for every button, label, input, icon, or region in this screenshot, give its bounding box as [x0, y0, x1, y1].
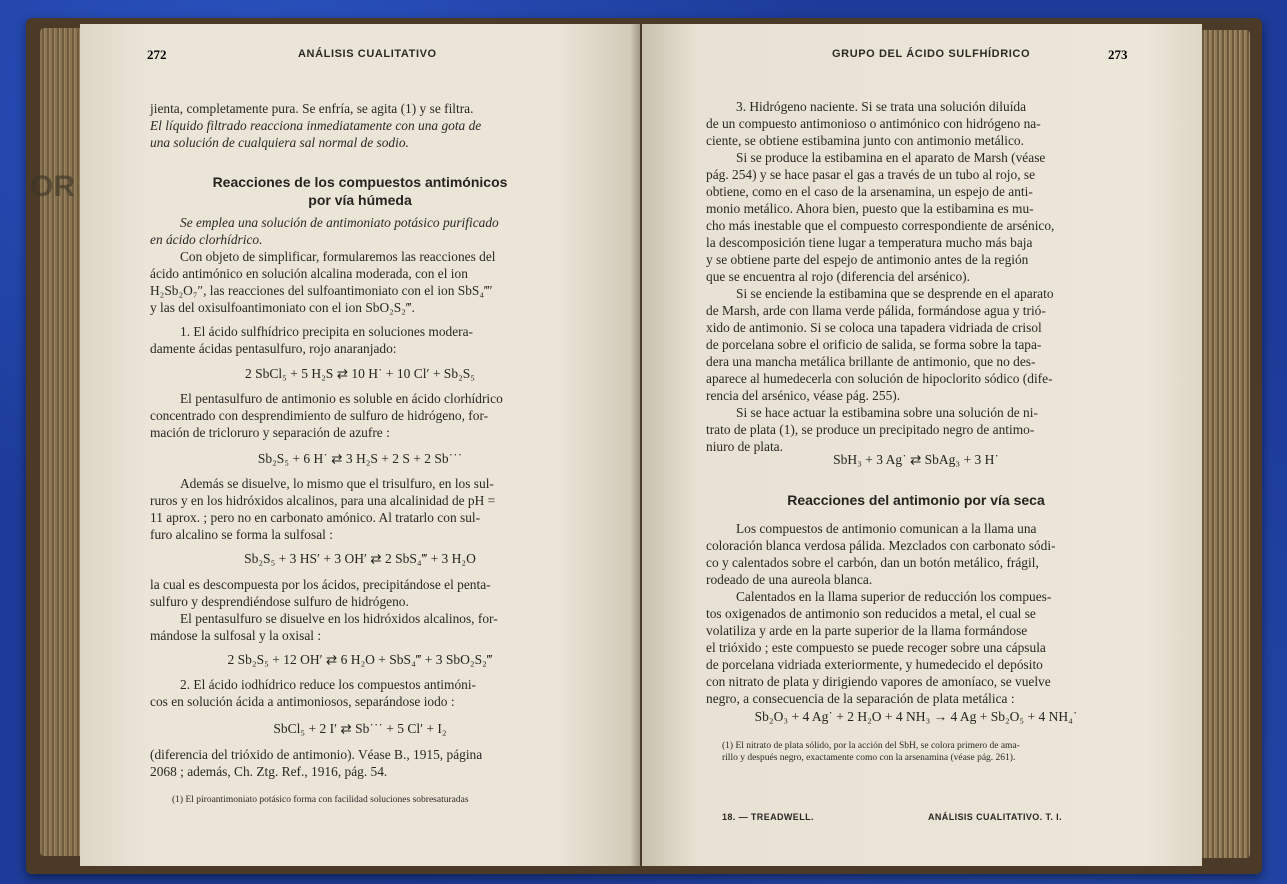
text-line: damente ácidas pentasulfuro, rojo anaranjado:	[150, 341, 397, 356]
left-paragraph-4	[150, 576, 498, 644]
text-line: en ácido clorhídrico.	[150, 232, 263, 247]
text-line: H₂Sb₂O₇″, las reacciones del sulfoantimoniato con el ion SbS₄‴′	[150, 283, 493, 298]
text-line: cos en solución ácida a antimoniosos, separándose iodo :	[150, 694, 455, 709]
heading-line: Reacciones de los compuestos antimónicos	[212, 174, 508, 190]
text-line: y se obtiene parte del espejo de antimonio antes de la región	[706, 252, 1029, 267]
right-running-head: GRUPO DEL ÁCIDO SULFHÍDRICO	[832, 48, 1031, 60]
text-line: niuro de plata.	[706, 439, 783, 454]
left-page-edges	[40, 28, 84, 856]
text-line: 2. El ácido iodhídrico reduce los compuestos antimóni-	[180, 677, 477, 692]
text-line: 3. Hidrógeno naciente. Si se trata una solución diluída	[736, 99, 1027, 114]
equation-5: SbCl₅ + 2 I′ ⇄ Sb˙˙˙ + 5 Cl′ + I₂	[273, 721, 447, 736]
equation-3: Sb₂S₅ + 3 HS′ + 3 OH′ ⇄ 2 SbS₄‴ + 3 H₂O	[244, 551, 476, 566]
left-footnote: (1) El piroantimoniato potásico forma con facilidad soluciones sobresaturadas	[172, 795, 469, 805]
equation-1: 2 SbCl₅ + 5 H₂S ⇄ 10 H˙ + 10 Cl′ + Sb₂S₅	[245, 366, 475, 381]
equation-6: SbH₃ + 3 Ag˙ ⇄ SbAg₃ + 3 H˙	[833, 452, 999, 467]
text-line: que se encuentra al rojo (diferencia del arsénico).	[706, 269, 970, 284]
text-line: Si se enciende la estibamina que se desprende en el aparato	[736, 286, 1054, 301]
text-line: mación de tricloruro y separación de azufre :	[150, 425, 390, 440]
text-line: rodeado de una aureola blanca.	[706, 572, 873, 587]
text-line: rencia del arsénico, véase pág. 255).	[706, 388, 901, 403]
right-page-number: 273	[1108, 47, 1128, 62]
equation-4: 2 Sb₂S₅ + 12 OH′ ⇄ 6 H₂O + SbS₄‴ + 3 SbO₂S₂‴	[227, 652, 493, 667]
text-line: de Marsh, arde con llama verde pálida, formándose agua y trió-	[706, 303, 1046, 318]
left-item-1	[150, 323, 473, 357]
text-line: de porcelana sobre el orificio de salida, se forma sobre la tapa-	[706, 337, 1042, 352]
right-footnote	[722, 740, 1020, 764]
text-line: negro, a consecuencia de la separación de plata metálica :	[706, 691, 1015, 706]
text-line: El pentasulfuro se disuelve en los hidróxidos alcalinos, for-	[180, 611, 498, 626]
left-paragraph-5	[150, 746, 482, 780]
text-line: Calentados en la llama superior de reducción los compues-	[736, 589, 1052, 604]
text-line: monio metálico. Ahora bien, puesto que la estibamina es mu-	[706, 201, 1034, 216]
text-line: concentrado con desprendimiento de sulfuro de hidrógeno, for-	[150, 408, 489, 423]
right-section-heading: Reacciones del antimonio por vía seca	[787, 492, 1045, 508]
text-line: Si se hace actuar la estibamina sobre una solución de ni-	[736, 405, 1038, 420]
text-line: mándose la sulfosal y la oxisal :	[150, 628, 322, 643]
left-item-2	[150, 676, 476, 710]
text-line: xido de antimonio. Si se coloca una tapadera vidriada de crisol	[706, 320, 1042, 335]
text-line: (diferencia del trióxido de antimonio). Véase B., 1915, página	[150, 747, 483, 762]
text-line: de porcelana vidriada exteriormente, y humedecido el depósito	[706, 657, 1043, 672]
text-line: Con objeto de simplificar, formularemos las reacciones del	[180, 249, 496, 264]
text-line: jienta, completamente pura. Se enfría, se agita (1) y se filtra.	[150, 101, 474, 116]
text-line: 1. El ácido sulfhídrico precipita en soluciones modera-	[180, 324, 474, 339]
text-line: la cual es descompuesta por los ácidos, precipitándose el penta-	[150, 577, 491, 592]
right-page-edges	[1200, 30, 1250, 858]
printer-signature-left: 18. — TREADWELL.	[722, 812, 814, 822]
text-line: el trióxido ; este compuesto se puede recoger sobre una cápsula	[706, 640, 1046, 655]
footnote-line: (1) El nitrato de plata sólido, por la acción del SbH, se colora primero de ama-	[722, 741, 1020, 751]
left-section-heading	[150, 173, 570, 209]
text-line: volatiliza y arde en la parte superior de la llama formándose	[706, 623, 1028, 638]
equation-7: Sb₂O₃ + 4 Ag˙ + 2 H₂O + 4 NH₃ → 4 Ag + Sb₂O₅ + 4 NH₄˙	[754, 709, 1078, 724]
equation-2: Sb₂S₅ + 6 H˙ ⇄ 3 H₂S + 2 S + 2 Sb˙˙˙	[257, 451, 463, 466]
text-line: coloración blanca verdosa pálida. Mezclados con carbonato sódi-	[706, 538, 1056, 553]
left-paragraph-1	[150, 214, 499, 316]
text-line: Si se produce la estibamina en el aparato de Marsh (véase	[736, 150, 1046, 165]
text-line: El pentasulfuro de antimonio es soluble en ácido clorhídrico	[180, 391, 503, 406]
text-line: sulfuro y desprendiéndose sulfuro de hidrógeno.	[150, 594, 409, 609]
text-line: dera una mancha metálica brillante de antimonio, que no des-	[706, 354, 1036, 369]
footnote-line: rillo y después negro, exactamente como con la arsenamina (véase pág. 261).	[722, 753, 1016, 763]
edge-stamp-mark: OR	[30, 170, 75, 203]
left-intro-paragraph	[150, 100, 481, 151]
right-paragraph-dry	[706, 520, 1056, 707]
text-line: trato de plata (1), se produce un precipitado negro de antimo-	[706, 422, 1035, 437]
text-line: de un compuesto antimonioso o antimónico con hidrógeno na-	[706, 116, 1041, 131]
text-line: 11 aprox. ; pero no en carbonato amónico. Al tratarlo con sul-	[150, 510, 481, 525]
text-line: Los compuestos de antimonio comunican a la llama una	[736, 521, 1037, 536]
text-line: co y calentados sobre el carbón, dan un botón metálico, frágil,	[706, 555, 1039, 570]
text-line: la descomposición tiene lugar a temperatura mucho más baja	[706, 235, 1033, 250]
text-line: una solución de cualquiera sal normal de sodio.	[150, 135, 409, 150]
left-page-number: 272	[147, 47, 167, 62]
text-line: furo alcalino se forma la sulfosal :	[150, 527, 333, 542]
text-line: y las del oxisulfoantimoniato con el ion SbO₂S₂‴.	[150, 300, 415, 315]
text-line: obtiene, como en el caso de la arsenamina, un espejo de anti-	[706, 184, 1033, 199]
text-line: ciente, se obtiene estibamina junto con antimonio metálico.	[706, 133, 1024, 148]
left-running-head: ANÁLISIS CUALITATIVO	[298, 48, 437, 60]
printer-signature-right: ANÁLISIS CUALITATIVO. T. I.	[928, 812, 1062, 822]
left-paragraph-2	[150, 390, 503, 441]
text-line: ruros y en los hidróxidos alcalinos, para una alcalinidad de pH =	[150, 493, 496, 508]
text-line: aparece al humedecerla con solución de hipoclorito sódico (dife-	[706, 371, 1053, 386]
text-line: cho más inestable que el compuesto correspondiente de arsénico,	[706, 218, 1055, 233]
text-line: 2068 ; además, Ch. Ztg. Ref., 1916, pág. 54.	[150, 764, 388, 779]
text-line: El líquido filtrado reacciona inmediatamente con una gota de	[150, 118, 482, 133]
text-line: tos oxigenados de antimonio son reducidos a metal, el cual se	[706, 606, 1036, 621]
text-line: Además se disuelve, lo mismo que el trisulfuro, en los sul-	[180, 476, 494, 491]
text-line: ácido antimónico en solución alcalina moderada, con el ion	[150, 266, 468, 281]
text-line: pág. 254) y se hace pasar el gas a través de un tubo al rojo, se	[706, 167, 1036, 182]
text-line: Se emplea una solución de antimoniato potásico purificado	[180, 215, 499, 230]
left-paragraph-3	[150, 475, 495, 543]
text-line: con nitrato de plata y dirigiendo vapores de amoníaco, se vuelve	[706, 674, 1051, 689]
right-item-3	[706, 98, 1054, 455]
heading-line: por vía húmeda	[308, 192, 412, 208]
